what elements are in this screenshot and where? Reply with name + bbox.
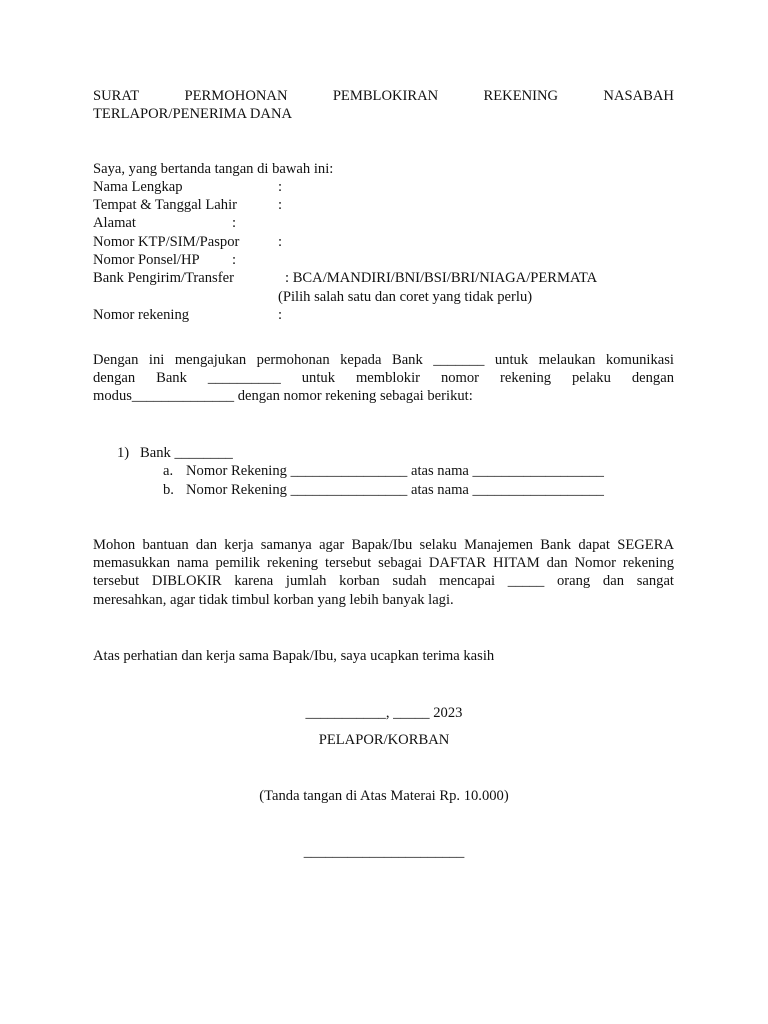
place-date-line: ___________, _____ 2023 [305,705,463,721]
sublist-item: Nomor Rekening ________________ atas nama __________________ [186,463,604,479]
intro-text: Saya, yang bertanda tangan di bawah ini: [93,161,334,177]
signer-role: PELAPOR/KORBAN [318,732,450,748]
title-word: PEMBLOKIRAN [332,88,439,104]
paragraph-line: modus______________ dengan nomor rekening sebagai berikut: [93,388,473,405]
title-word: NASABAH [603,88,674,104]
paragraph-line: tersebut DIBLOKIR karena jumlah korban sudah mencapai _____ orang dan sangat [93,573,674,590]
bank-selection-note: (Pilih salah satu dan coret yang tidak perlu) [278,289,533,305]
signature-instruction: (Tanda tangan di Atas Materai Rp. 10.000) [259,788,509,804]
field-colon: : [232,215,237,231]
title-line-2: TERLAPOR/PENERIMA DANA [93,106,293,123]
paragraph-line: Dengan ini mengajukan permohonan kepada Bank _______ untuk melaukan komunikasi [93,352,674,368]
title-word: SURAT [93,88,140,104]
letter-title [93,87,674,123]
field-colon: : [278,234,283,250]
paragraph-line: memasukkan nama pemilik rekening tersebut sebagai DAFTAR HITAM dan Nomor rekening [93,555,674,572]
field-colon: : [232,252,237,268]
sublist-item: Nomor Rekening ________________ atas nama __________________ [186,482,604,498]
sublist-letter: a. [163,463,174,479]
request-paragraph [93,351,674,406]
field-label: Nomor Ponsel/HP [93,252,200,268]
field-label: Bank Pengirim/Transfer [93,270,234,286]
closing-text: Atas perhatian dan kerja sama Bapak/Ibu, saya ucapkan terima kasih [93,648,495,664]
title-line-1 [93,87,674,105]
field-label: Nama Lengkap [93,179,183,195]
field-colon: : [278,307,283,323]
field-value: : BCA/MANDIRI/BNI/BSI/BRI/NIAGA/PERMATA [285,270,598,286]
field-colon: : [278,179,283,195]
list-item-number: 1) [117,445,130,461]
list-item-bank: Bank ________ [140,445,233,461]
signature-line: ______________________ [303,844,465,860]
field-label: Alamat [93,215,136,231]
paragraph-line: Mohon bantuan dan kerja samanya agar Bapak/Ibu selaku Manajemen Bank dapat SEGERA [93,537,674,553]
field-colon: : [278,197,283,213]
field-label: Nomor rekening [93,307,190,323]
title-word: PERMOHONAN [184,88,288,104]
sublist-letter: b. [163,482,174,498]
paragraph-line: dengan Bank __________ untuk memblokir nomor rekening pelaku dengan [93,370,674,387]
title-word: REKENING [483,88,559,104]
field-label: Nomor KTP/SIM/Paspor [93,234,240,250]
appeal-paragraph [93,536,674,609]
paragraph-line: meresahkan, agar tidak timbul korban yang lebih banyak lagi. [93,591,454,608]
field-label: Tempat & Tanggal Lahir [93,197,237,213]
